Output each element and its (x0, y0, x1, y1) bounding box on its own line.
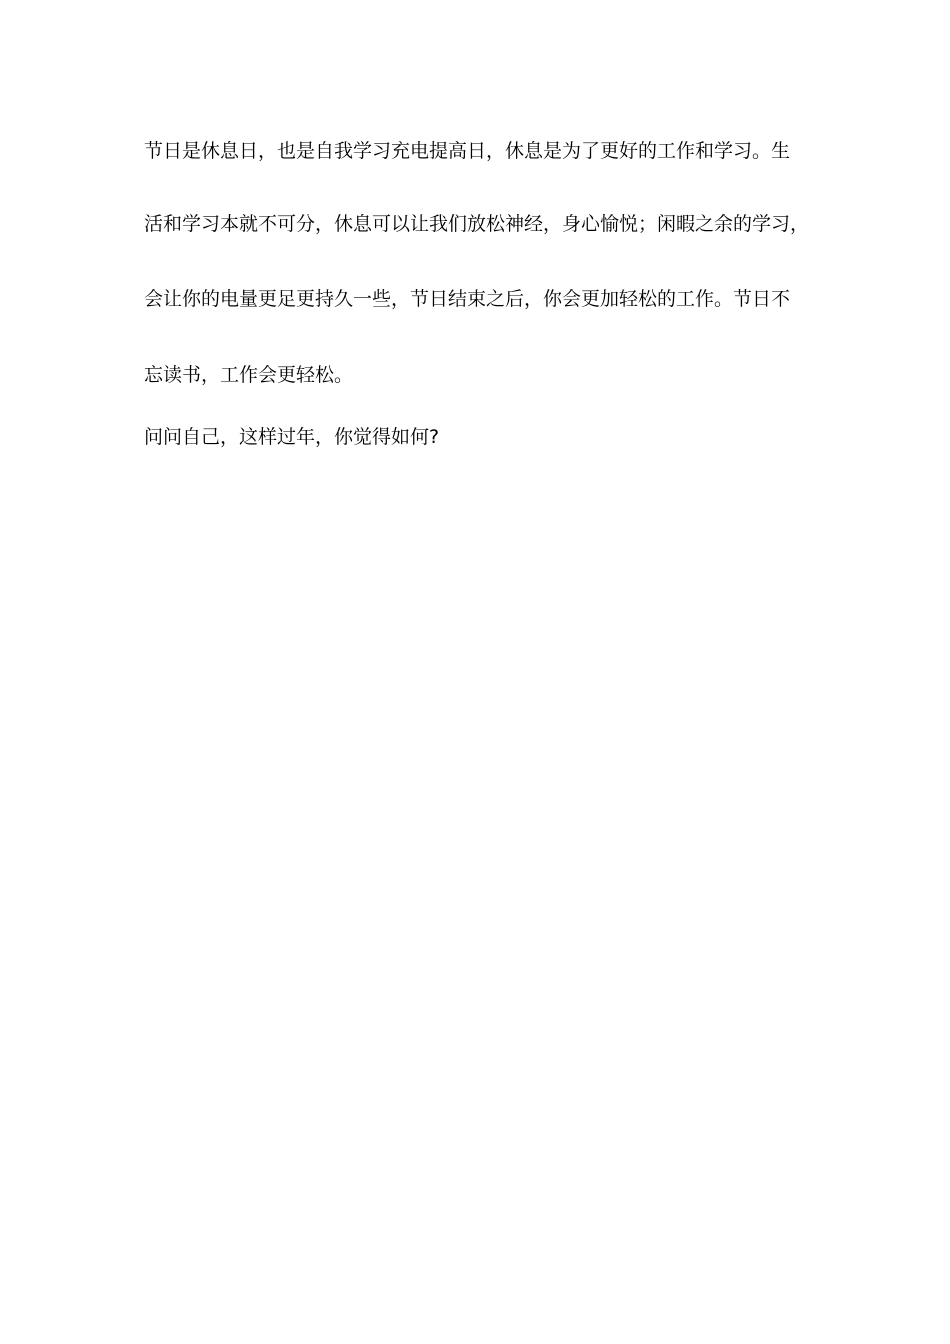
paragraph-1-line-4: 忘读书，工作会更轻松。 (144, 364, 354, 386)
paragraph-1-line-3: 会让你的电量更足更持久一些，节日结束之后，你会更加轻松的工作。节日不 (144, 288, 791, 310)
paragraph-1-line-1: 节日是休息日，也是自我学习充电提高日，休息是为了更好的工作和学习。生 (144, 140, 791, 162)
paragraph-1-line-2: 活和学习本就不可分，休息可以让我们放松神经，身心愉悦；闲暇之余的学习， (144, 213, 810, 235)
paragraph-2: 问问自己，这样过年，你觉得如何? (144, 426, 440, 448)
